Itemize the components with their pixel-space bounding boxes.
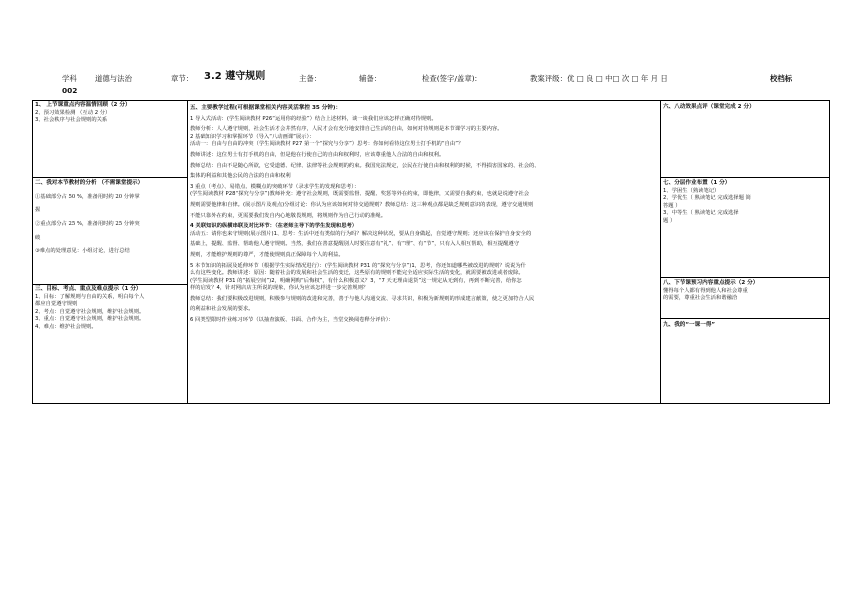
section-gain — [663, 322, 827, 330]
list-item: ②重点部分占 25 %，准备用时约 25 分钟突 — [35, 220, 140, 227]
process-line: 规则需要他律和自律。(展示图片及观点)分组讨论：你认为应该如何对待交通规则？教师总结：这三种观点都是缺乏规则意识的表现，遵守交通规则 — [190, 201, 534, 208]
section-gain-title: 九、我的“一课一得” — [663, 322, 716, 328]
process-line: 4 关联知识的纵横串联及对比环节：（在老师主导下的学生发现和思考） — [190, 223, 358, 230]
process-line: 教师总结：我们要积极改进规则，积极参与规则的改进和完善，善于与他人沟通交流、寻求共识，积极为新规则的形成建言献策，使之更加符合人民 — [190, 295, 535, 302]
process-line: 规则，才能维护规则的尊严，才能使规则真正保障每个人的利益。 — [190, 251, 344, 258]
right-column — [661, 101, 830, 404]
process-line: (学生阅读教材 P28“探究与分享”)教师补充：遵守社会规则，既需要监督、提醒、奖惩等外在约束，即他律，又需要自我约束，也就是说遵守社会 — [190, 191, 530, 198]
list-item: 2、考点：自觉遵守社会规则，维护社会规则。 — [35, 308, 145, 315]
section-homework — [663, 180, 827, 226]
list-item: 2、预习效果检测 （互动 2 分） — [35, 109, 111, 116]
list-item: 3、社会秩序与社会规则的关系 — [35, 117, 108, 124]
section-analysis — [35, 180, 185, 257]
school-mark: 校档标 — [770, 74, 793, 83]
list-item: ①基础部分占 50 %，准备用时约 20 分钟掌 — [35, 193, 140, 200]
process-line: 活动五：请你也来守规则(展示图片)1、思考：生活中还有类似的行为吗？解决这种状况，要从自身做起，自觉遵守规则；还应该在保护自身安全的 — [190, 230, 532, 237]
section-review — [35, 102, 185, 125]
section-goals — [35, 286, 185, 332]
list-item: 1、目标：了解规则与自由的关系，明白每个人 — [35, 293, 145, 300]
list-item: ③难点的处理意见：小组讨论，进行总结 — [35, 247, 130, 254]
process-line: 集体的利益和其他公民的合法的自由和权利 — [190, 173, 291, 180]
list-item: 的需要，尊重社会生活和谐融洽 — [663, 295, 738, 302]
divider — [661, 177, 829, 178]
section-process — [190, 105, 658, 325]
process-line: 基础上，提醒、监督、帮助他人遵守规则。当然，我们在善意提醒别人时要注意有“礼”、有“理”、有“节”，只有入人相互帮助，相互提醒遵守 — [190, 241, 519, 248]
check-label: 检查(签字/盖章): — [422, 74, 478, 83]
list-item: 答题 ） — [663, 202, 681, 209]
rating-label: 教案评级：优 □ 良 □ 中□ 次 □ 年 月 日 — [530, 74, 668, 83]
middle-column — [188, 101, 661, 404]
chapter-label: 章节： — [171, 74, 194, 83]
list-item: 握 — [35, 206, 41, 213]
process-line: 教师总结：自由不是随心所欲，它受道德、纪律、法律等社会规则的约束。我国宪法规定，公民在行使自由和权利的时候，不得损害国家的、社会的、 — [190, 162, 540, 169]
list-item: 4、难点：维护社会规则。 — [35, 323, 97, 330]
section-homework-title: 七、分层作业布置（1 分） — [663, 180, 731, 186]
divider — [33, 284, 187, 285]
section-process-title: 五、主要教学过程(可根据课堂相关内容灵活掌控 35 分钟)： — [190, 105, 342, 111]
list-item: 2、学优生（ 熟读笔记 完成选择题 简 — [663, 195, 751, 202]
section-effect-review — [663, 104, 827, 112]
section-preview — [663, 280, 827, 303]
chapter-title: 3.2 遵守规则 — [204, 71, 266, 82]
divider — [661, 318, 829, 319]
list-item: 题 ） — [663, 217, 676, 224]
section-preview-title: 八、下节课预习内容重点提示（2 分） — [663, 280, 759, 286]
process-line: 5 本节知识的拓展及延伸环节（根据学生实际情况进行）：(学生阅读教材 P31 的“探究与分享”)1，思考，你还知道哪些被改进的规则？说说为什 — [190, 262, 526, 269]
process-line: 么有这些变化。教师讲述：原因：随着社会的发展和社会生活的变迁，这些原有的规则不能完全适应实际生活的变化，就需要被改进或者废除。 — [190, 270, 524, 277]
divider — [33, 177, 187, 178]
section-effect-title: 六、八动效果点评（课堂完成 2 分） — [663, 104, 755, 110]
left-column — [33, 101, 188, 404]
lesson-plan-table — [32, 100, 830, 404]
process-line: 6 回类型限时作业练习环节（以抽查演板、书面、合作为主，当堂交换阅卷释分评价）： — [190, 317, 394, 324]
section-review-title: 1、 上节课重点内容温情回顾（2 分） — [35, 102, 131, 108]
list-item: 3、中等生（ 熟读笔记 完成选择 — [663, 210, 739, 217]
list-item: 懂得每个人都有得到他人和社会尊重 — [663, 287, 748, 294]
list-item: 破 — [35, 234, 41, 241]
section-goals-title: 三、目标、考点、重点及难点提示（1 分） — [35, 286, 142, 292]
process-line: 不能只靠外在约束，更需要我们发自内心地敬畏规则，将规则作为自己行动的准绳。 — [190, 212, 386, 219]
process-line: 的利益和社会发展的要求。 — [190, 306, 254, 313]
process-line: 1 导入式活动：(学生阅读教材 P26“运用你的经验”）结合上述材料，谈一谈我们应该怎样正确对待规则。 — [190, 115, 437, 122]
list-item: 都应自觉遵守规则 — [35, 301, 78, 308]
main-prep-label: 主备： — [299, 74, 322, 83]
process-line: 活动一：自由与自由的冲突（学生阅读教材 P27 第一个“探究与分享”）思考：你如何看待这位男士打手机的“自由”？ — [190, 141, 464, 148]
doc-code: 002 — [62, 86, 78, 95]
assist-prep-label: 辅备： — [359, 74, 382, 83]
process-line: 教师分析：人人遵守规则，社会生活才会井然有序，人民才会有充分地安排自己生活的自由，如何对待规则是本节课学习的主要内容。 — [190, 126, 503, 133]
process-line: 样的启发？4，针对网店店主所说的现象，你认为应该怎样进一步完善规则？ — [190, 285, 369, 292]
process-line: 2 基础知识学习和掌握环节（导入“八动画课”展示）： — [190, 133, 315, 140]
section-analysis-title: 二、我对本节教材的分析 （不需课堂提示） — [35, 180, 144, 186]
divider — [661, 277, 829, 278]
list-item: 1、学困生（熟读笔记） — [663, 187, 720, 194]
process-line: 3 重点（考点）、易错点、模糊点的突破环节（录求学生的发现和思考）： — [190, 183, 360, 190]
list-item: 3、重点：自觉遵守社会规则，维护社会规则。 — [35, 316, 145, 323]
process-line: 教师讲述：这位男士有打手机的自由，但是他在行使自己的自由和权利时，应该尊重他人合法的自由和权利。 — [190, 151, 445, 158]
subject-value: 道德与法治 — [95, 74, 132, 83]
process-line: (学生阅读教材 P31 的“拓展空间”)2，明确网购“后悔权”，有什么积极意义？3，“7 天无理由退货”这一规定从无到有，再到不断完善，给你怎 — [190, 277, 522, 284]
subject-label: 学科 — [62, 74, 77, 83]
